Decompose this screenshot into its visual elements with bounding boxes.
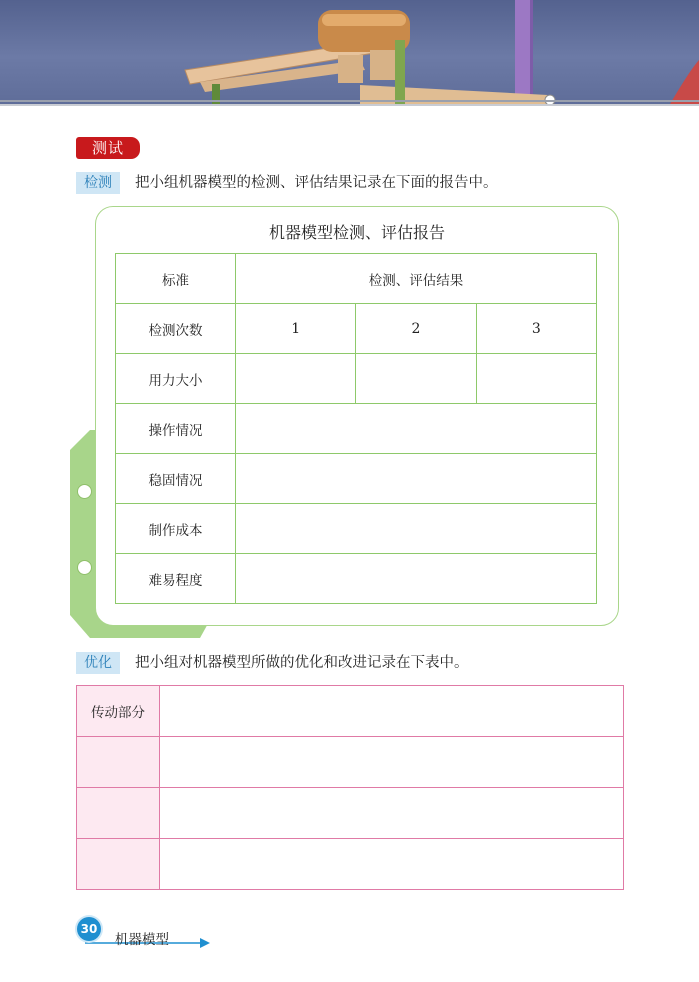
table-row — [77, 788, 624, 839]
header-results: 检测、评估结果 — [236, 254, 597, 304]
optimize-table — [76, 685, 624, 890]
optimize-cell[interactable] — [160, 788, 624, 839]
banner-divider — [0, 100, 699, 102]
header-criteria: 标准 — [116, 254, 236, 304]
banner-divider-light — [0, 104, 699, 106]
report-title: 机器模型检测、评估报告 — [268, 223, 445, 242]
test-intro-text: 把小组机器模型的检测、评估结果记录在下面的报告中。 — [135, 175, 498, 191]
optimize-label — [77, 839, 160, 890]
optimize-label — [77, 788, 160, 839]
result-cell[interactable] — [236, 404, 597, 454]
table-row — [116, 504, 597, 554]
optimize-cell[interactable] — [160, 839, 624, 890]
row-label: 检测次数 — [116, 304, 236, 354]
table-row — [77, 839, 624, 890]
section-tag-test: 测试 — [76, 137, 140, 159]
trial-number: 3 — [476, 304, 596, 354]
book-title: 机器模型 — [115, 932, 169, 948]
row-label: 难易程度 — [116, 554, 236, 604]
optimize-cell[interactable] — [160, 686, 624, 737]
optimize-label: 传动部分 — [77, 686, 160, 737]
header-banner-image — [0, 0, 699, 104]
row-label: 用力大小 — [116, 354, 236, 404]
table-row — [116, 554, 597, 604]
binder-hole-bottom — [77, 560, 92, 575]
optimize-intro-text: 把小组对机器模型所做的优化和改进记录在下表中。 — [135, 655, 469, 671]
sub-tag-optimize: 优化 — [76, 652, 120, 674]
table-row — [116, 304, 597, 354]
report-table — [115, 253, 597, 604]
table-row — [77, 737, 624, 788]
row-label: 稳固情况 — [116, 454, 236, 504]
row-label: 制作成本 — [116, 504, 236, 554]
table-row — [116, 254, 597, 304]
trial-number: 1 — [236, 304, 356, 354]
result-cell[interactable] — [476, 354, 596, 404]
table-row — [77, 686, 624, 737]
optimize-label — [77, 737, 160, 788]
result-cell[interactable] — [236, 504, 597, 554]
page-number: 30 — [77, 917, 101, 941]
table-row — [116, 354, 597, 404]
binder-hole-top — [77, 484, 92, 499]
table-row — [116, 454, 597, 504]
optimize-cell[interactable] — [160, 737, 624, 788]
table-row — [116, 404, 597, 454]
machine-model-illustration — [0, 0, 699, 104]
result-cell[interactable] — [236, 554, 597, 604]
result-cell[interactable] — [236, 354, 356, 404]
result-cell[interactable] — [356, 354, 476, 404]
trial-number: 2 — [356, 304, 476, 354]
row-label: 操作情况 — [116, 404, 236, 454]
sub-tag-inspect: 检测 — [76, 172, 120, 194]
result-cell[interactable] — [236, 454, 597, 504]
